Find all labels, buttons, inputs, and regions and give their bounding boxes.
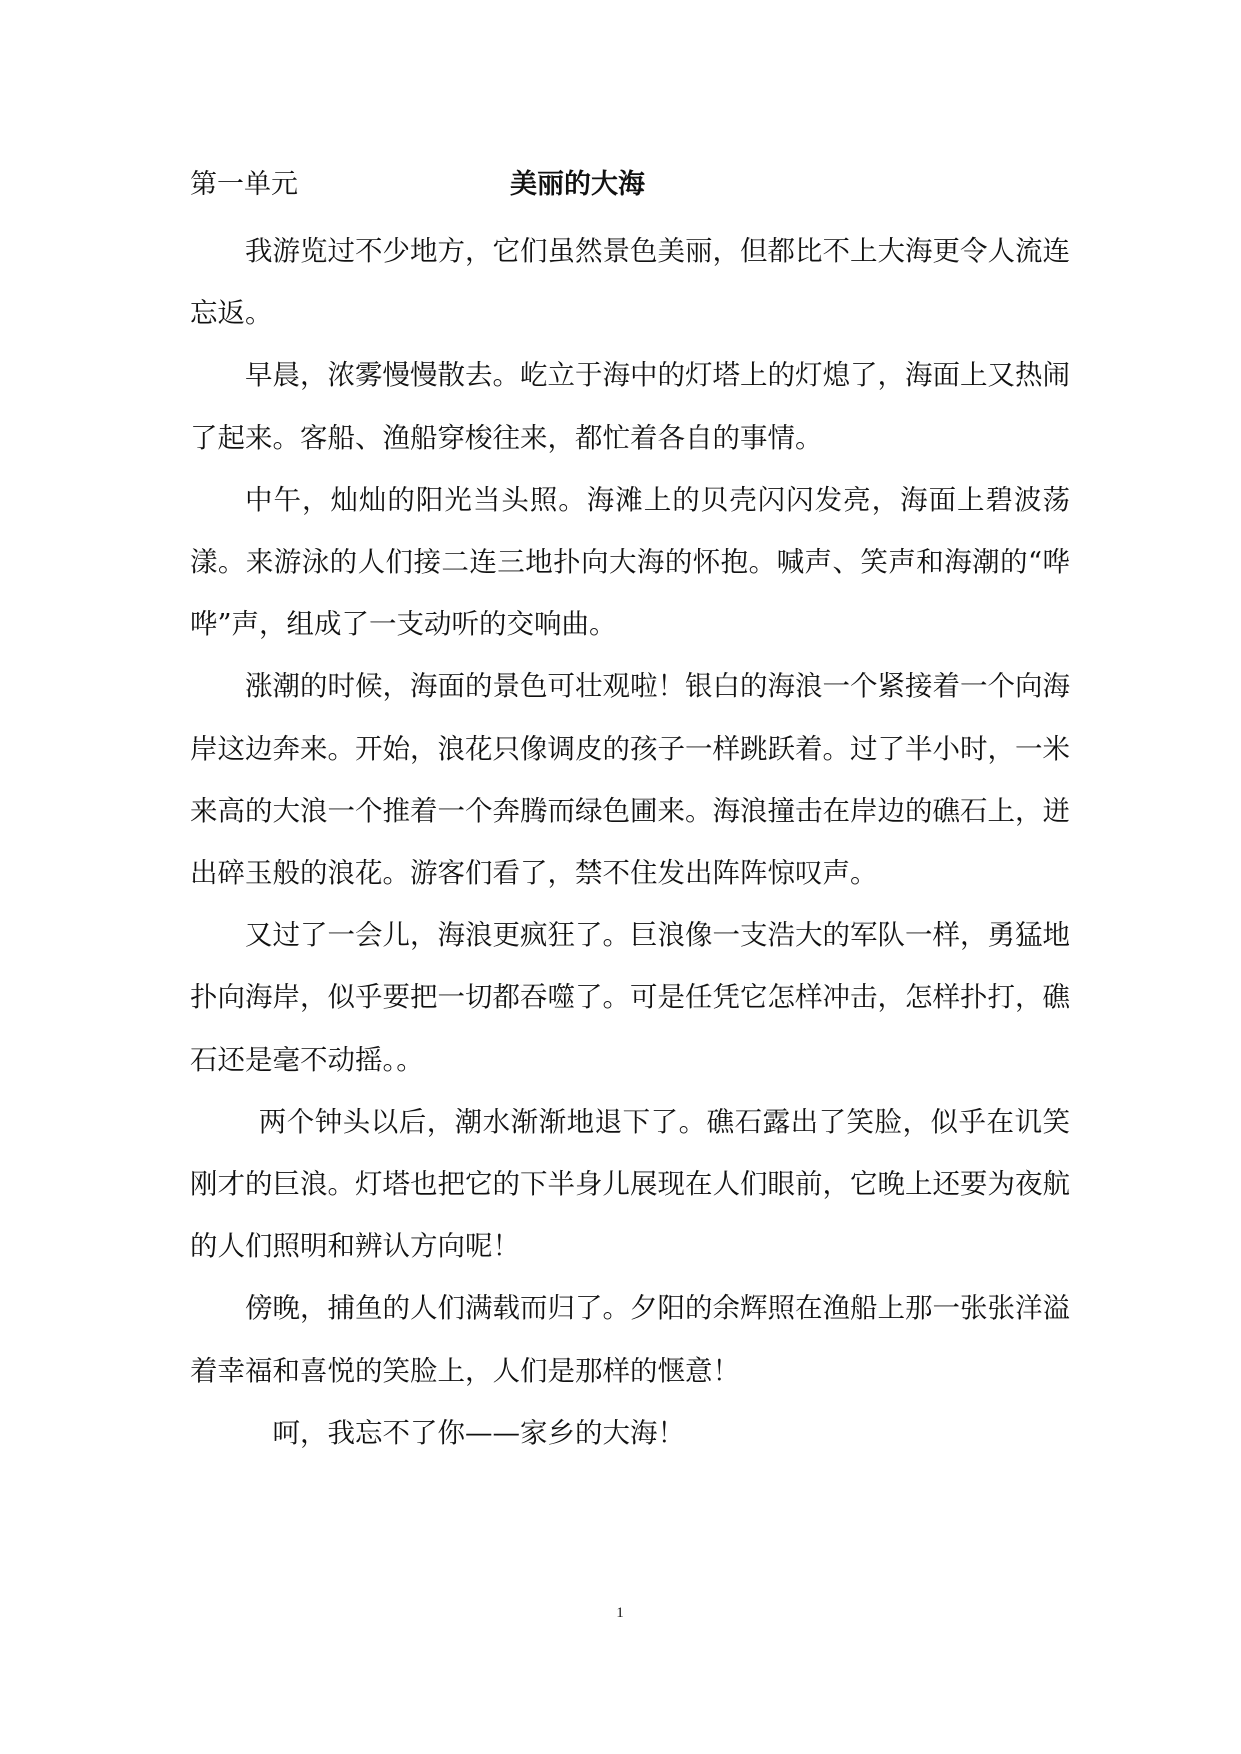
- paragraph-noon: 中午，灿灿的阳光当头照。海滩上的贝壳闪闪发亮，海面上碧波荡漾。来游泳的人们接二连三地扑向大海的怀抱。喊声、笑声和海潮的“哗哗”声，组成了一支动听的交响曲。: [190, 483, 1070, 641]
- paragraph-ebb-tide: 两个钟头以后，潮水渐渐地退下了。礁石露出了笑脸，似乎在讥笑刚才的巨浪。灯塔也把它的下半身儿展现在人们眼前，它晚上还要为夜航的人们照明和辨认方向呢！: [190, 1105, 1070, 1263]
- document-title: 美丽的大海: [510, 169, 645, 200]
- paragraph-high-tide: 涨潮的时候，海面的景色可壮观啦！银白的海浪一个紧接着一个向海岸这边奔来。开始，浪花只像调皮的孩子一样跳跃着。过了半小时，一米来高的大浪一个推着一个奔腾而绿色圃来。海浪撞击在岸边的礁石上，迸出碎玉般的浪花。游客们看了，禁不住发出阵阵惊叹声。: [190, 670, 1070, 890]
- document-body: [190, 220, 1070, 1464]
- paragraph-closing: 呵，我忘不了你——家乡的大海！: [272, 1416, 685, 1449]
- header-row: [190, 163, 1070, 207]
- paragraph-waves: 又过了一会儿，海浪更疯狂了。巨浪像一支浩大的军队一样，勇猛地扑向海岸，似乎要把一切都吞噬了。可是任凭它怎样冲击，怎样扑打，礁石还是毫不动摇。。: [190, 919, 1070, 1076]
- paragraph-morning: 早晨，浓雾慢慢散去。屹立于海中的灯塔上的灯熄了，海面上又热闹了起来。客船、渔船穿梭往来，都忙着各自的事情。: [190, 359, 1070, 454]
- paragraph-evening: 傍晚，捕鱼的人们满载而归了。夕阳的余辉照在渔船上那一张张洋溢着幸福和喜悦的笑脸上，人们是那样的惬意！: [190, 1292, 1070, 1387]
- page-number: 1: [616, 1605, 624, 1621]
- unit-label: 第一单元: [190, 169, 298, 200]
- paragraph-intro: 我游览过不少地方，它们虽然景色美丽，但都比不上大海更令人流连忘返。: [190, 235, 1070, 330]
